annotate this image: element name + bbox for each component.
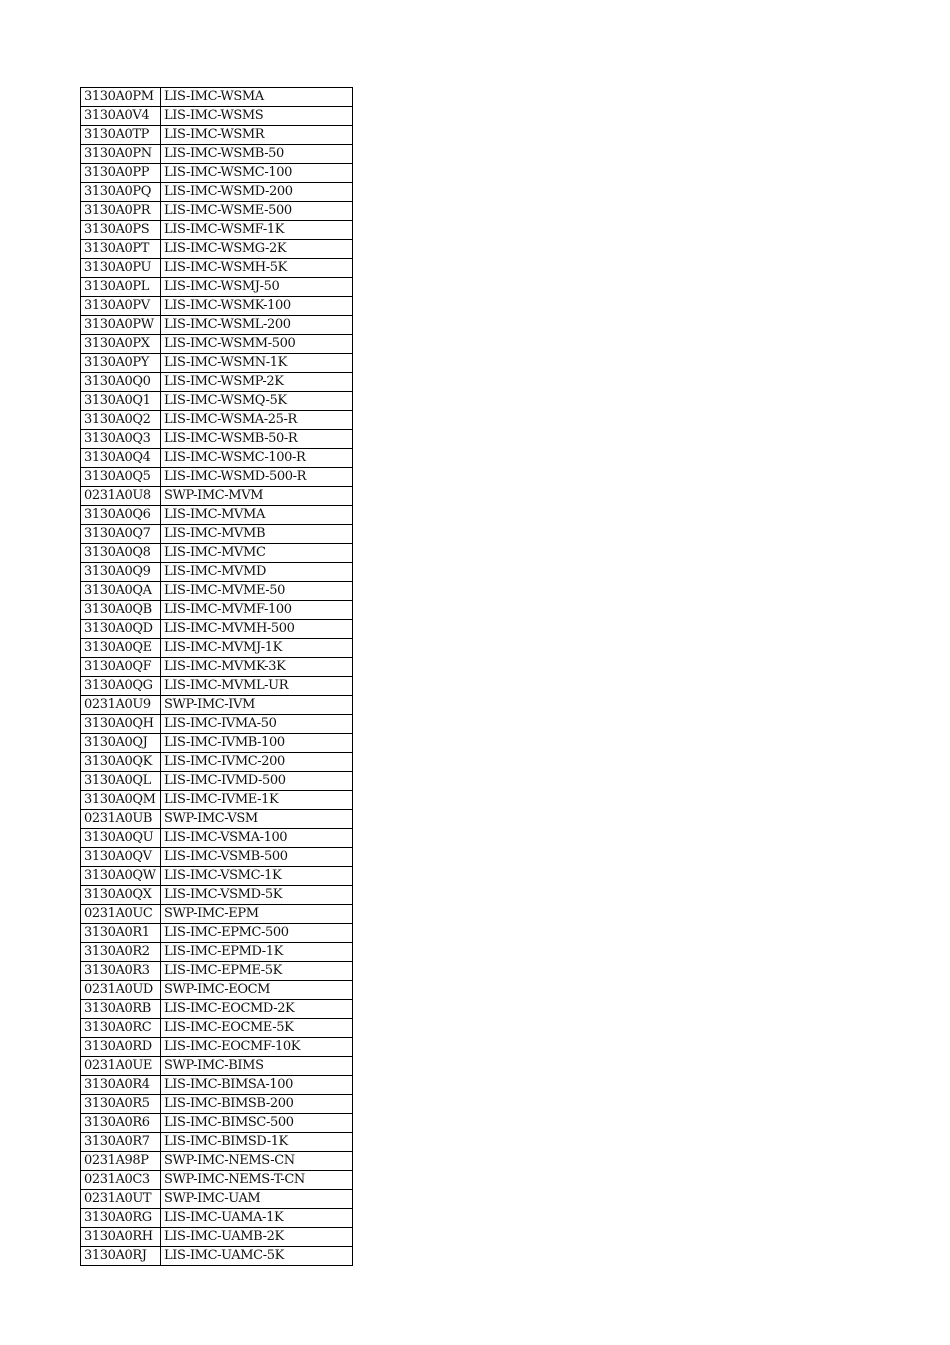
part-code-cell[interactable]: 3130A0RG [81,1209,161,1228]
part-code-cell[interactable]: 3130A0RH [81,1228,161,1247]
product-name-cell[interactable]: LIS-IMC-MVMA [161,506,353,525]
part-code-cell[interactable]: 3130A0R5 [81,1095,161,1114]
product-name-cell[interactable]: LIS-IMC-EPMD-1K [161,943,353,962]
product-name-cell[interactable]: LIS-IMC-BIMSB-200 [161,1095,353,1114]
part-code-cell[interactable]: 3130A0R1 [81,924,161,943]
product-name-cell[interactable]: LIS-IMC-MVMC [161,544,353,563]
product-name-cell[interactable]: LIS-IMC-VSMA-100 [161,829,353,848]
part-code-cell[interactable]: 3130A0PV [81,297,161,316]
table-row [81,430,353,449]
product-name-cell[interactable]: LIS-IMC-UAMC-5K [161,1247,353,1266]
product-name-cell[interactable]: LIS-IMC-WSMG-2K [161,240,353,259]
product-name-cell[interactable]: LIS-IMC-WSME-500 [161,202,353,221]
table-row [81,202,353,221]
table-row [81,164,353,183]
part-code-cell[interactable]: 3130A0PS [81,221,161,240]
table-row [81,924,353,943]
part-code-cell[interactable]: 3130A0PN [81,145,161,164]
product-name-cell[interactable]: LIS-IMC-MVMH-500 [161,620,353,639]
product-name-cell[interactable]: LIS-IMC-WSMM-500 [161,335,353,354]
part-code-cell[interactable]: 3130A0Q3 [81,430,161,449]
table-row [81,278,353,297]
part-code-cell[interactable]: 3130A0QD [81,620,161,639]
part-code-cell[interactable]: 3130A0QW [81,867,161,886]
product-name-cell[interactable]: LIS-IMC-WSMQ-5K [161,392,353,411]
part-code-cell[interactable]: 0231A0UD [81,981,161,1000]
part-code-cell[interactable]: 3130A0Q5 [81,468,161,487]
part-code-cell[interactable]: 3130A0PL [81,278,161,297]
part-code-cell[interactable]: 3130A0RC [81,1019,161,1038]
product-name-cell[interactable]: LIS-IMC-EOCMD-2K [161,1000,353,1019]
table-row [81,734,353,753]
table-row [81,335,353,354]
product-name-cell[interactable]: LIS-IMC-WSMA [161,88,353,107]
part-code-cell[interactable]: 3130A0QF [81,658,161,677]
table-row [81,392,353,411]
product-name-cell[interactable]: SWP-IMC-EPM [161,905,353,924]
product-name-cell[interactable]: SWP-IMC-EOCM [161,981,353,1000]
part-code-cell[interactable]: 3130A0QX [81,886,161,905]
table-row [81,297,353,316]
product-name-cell[interactable]: LIS-IMC-WSMC-100 [161,164,353,183]
part-code-cell[interactable]: 3130A0R3 [81,962,161,981]
product-name-cell[interactable]: LIS-IMC-WSMR [161,126,353,145]
part-code-cell[interactable]: 3130A0RJ [81,1247,161,1266]
table-row [81,867,353,886]
table-row [81,943,353,962]
part-code-cell[interactable]: 0231A0U9 [81,696,161,715]
part-code-cell[interactable]: 3130A0Q7 [81,525,161,544]
table-row [81,544,353,563]
table-body [81,88,353,1266]
table-row [81,1133,353,1152]
product-name-cell[interactable]: LIS-IMC-MVMF-100 [161,601,353,620]
part-code-cell[interactable]: 3130A0PY [81,354,161,373]
table-row [81,1152,353,1171]
part-number-table [80,87,353,1266]
table-row [81,354,353,373]
product-name-cell[interactable]: LIS-IMC-BIMSD-1K [161,1133,353,1152]
table-row [81,791,353,810]
product-name-cell[interactable]: LIS-IMC-WSMH-5K [161,259,353,278]
table-row [81,1228,353,1247]
table-row [81,658,353,677]
table-row [81,487,353,506]
part-code-cell[interactable]: 0231A0UE [81,1057,161,1076]
product-name-cell[interactable]: LIS-IMC-MVMD [161,563,353,582]
table-row [81,886,353,905]
table-row [81,183,353,202]
part-code-cell[interactable]: 3130A0QU [81,829,161,848]
product-name-cell[interactable]: SWP-IMC-BIMS [161,1057,353,1076]
product-name-cell[interactable]: LIS-IMC-VSMB-500 [161,848,353,867]
part-code-cell[interactable]: 3130A0PW [81,316,161,335]
product-name-cell[interactable]: LIS-IMC-EPME-5K [161,962,353,981]
part-code-cell[interactable]: 3130A0PM [81,88,161,107]
product-name-cell[interactable]: LIS-IMC-VSMD-5K [161,886,353,905]
table-row [81,696,353,715]
part-code-cell[interactable]: 3130A0Q1 [81,392,161,411]
product-name-cell[interactable]: LIS-IMC-WSMP-2K [161,373,353,392]
table-row [81,905,353,924]
product-name-cell[interactable]: LIS-IMC-WSML-200 [161,316,353,335]
part-code-cell[interactable]: 3130A0QB [81,601,161,620]
table-row [81,829,353,848]
product-name-cell[interactable]: LIS-IMC-MVMB [161,525,353,544]
table-row [81,848,353,867]
table-row [81,316,353,335]
table-row [81,1190,353,1209]
part-code-cell[interactable]: 3130A0PX [81,335,161,354]
part-code-cell[interactable]: 3130A0QG [81,677,161,696]
part-code-cell[interactable]: 3130A0QV [81,848,161,867]
table-row [81,449,353,468]
table-row [81,221,353,240]
table-row [81,1019,353,1038]
part-code-cell[interactable]: 0231A0UC [81,905,161,924]
part-code-cell[interactable]: 3130A0RD [81,1038,161,1057]
table-row [81,810,353,829]
part-code-cell[interactable]: 3130A0Q9 [81,563,161,582]
part-code-cell[interactable]: 0231A0U8 [81,487,161,506]
table-row [81,962,353,981]
part-code-cell[interactable]: 3130A0Q0 [81,373,161,392]
table-row [81,715,353,734]
product-name-cell[interactable]: LIS-IMC-UAMB-2K [161,1228,353,1247]
product-name-cell[interactable]: LIS-IMC-WSMD-200 [161,183,353,202]
product-name-cell[interactable]: LIS-IMC-WSMA-25-R [161,411,353,430]
part-code-cell[interactable]: 3130A0Q4 [81,449,161,468]
product-name-cell[interactable]: LIS-IMC-WSMJ-50 [161,278,353,297]
part-code-cell[interactable]: 3130A0QA [81,582,161,601]
table-row [81,506,353,525]
product-name-cell[interactable]: SWP-IMC-UAM [161,1190,353,1209]
product-name-cell[interactable]: LIS-IMC-MVMK-3K [161,658,353,677]
table-row [81,145,353,164]
product-name-cell[interactable]: LIS-IMC-WSMB-50 [161,145,353,164]
product-name-cell[interactable]: LIS-IMC-BIMSA-100 [161,1076,353,1095]
table-row [81,677,353,696]
table-row [81,1247,353,1266]
part-code-cell[interactable]: 0231A0UT [81,1190,161,1209]
product-name-cell[interactable]: LIS-IMC-IVMD-500 [161,772,353,791]
part-code-cell[interactable]: 3130A0R4 [81,1076,161,1095]
product-name-cell[interactable]: LIS-IMC-WSMF-1K [161,221,353,240]
product-name-cell[interactable]: SWP-IMC-MVM [161,487,353,506]
part-code-cell[interactable]: 3130A0PQ [81,183,161,202]
product-name-cell[interactable]: LIS-IMC-WSMS [161,107,353,126]
part-code-cell[interactable]: 3130A0QH [81,715,161,734]
product-name-cell[interactable]: LIS-IMC-UAMA-1K [161,1209,353,1228]
table-row [81,1057,353,1076]
product-name-cell[interactable]: LIS-IMC-MVMJ-1K [161,639,353,658]
part-code-cell[interactable]: 3130A0RB [81,1000,161,1019]
table-row [81,1209,353,1228]
product-name-cell[interactable]: LIS-IMC-EOCMF-10K [161,1038,353,1057]
part-code-cell[interactable]: 3130A0QL [81,772,161,791]
part-code-cell[interactable]: 3130A0Q8 [81,544,161,563]
part-code-cell[interactable]: 3130A0Q6 [81,506,161,525]
table-row [81,88,353,107]
product-name-cell[interactable]: LIS-IMC-MVML-UR [161,677,353,696]
part-code-cell[interactable]: 3130A0PT [81,240,161,259]
part-code-cell[interactable]: 3130A0PU [81,259,161,278]
product-name-cell[interactable]: LIS-IMC-MVME-50 [161,582,353,601]
part-code-cell[interactable]: 3130A0QM [81,791,161,810]
product-name-cell[interactable]: SWP-IMC-NEMS-T-CN [161,1171,353,1190]
product-name-cell[interactable]: LIS-IMC-WSMK-100 [161,297,353,316]
part-code-cell[interactable]: 0231A98P [81,1152,161,1171]
product-name-cell[interactable]: LIS-IMC-WSMB-50-R [161,430,353,449]
table-row [81,639,353,658]
table-row [81,1000,353,1019]
table-row [81,107,353,126]
table-row [81,373,353,392]
part-code-cell[interactable]: 3130A0QK [81,753,161,772]
table-row [81,126,353,145]
product-name-cell[interactable]: LIS-IMC-WSMC-100-R [161,449,353,468]
product-name-cell[interactable]: LIS-IMC-BIMSC-500 [161,1114,353,1133]
table-row [81,259,353,278]
table-row [81,1171,353,1190]
product-name-cell[interactable]: LIS-IMC-IVME-1K [161,791,353,810]
product-name-cell[interactable]: LIS-IMC-WSMD-500-R [161,468,353,487]
part-code-cell[interactable]: 3130A0R2 [81,943,161,962]
table-row [81,1114,353,1133]
table-row [81,1076,353,1095]
product-name-cell[interactable]: LIS-IMC-WSMN-1K [161,354,353,373]
product-name-cell[interactable]: LIS-IMC-IVMA-50 [161,715,353,734]
part-code-cell[interactable]: 3130A0Q2 [81,411,161,430]
table-row [81,1095,353,1114]
product-name-cell[interactable]: LIS-IMC-IVMC-200 [161,753,353,772]
table-row [81,411,353,430]
part-code-cell[interactable]: 3130A0R6 [81,1114,161,1133]
table-row [81,525,353,544]
table-row [81,772,353,791]
table-row [81,620,353,639]
table-row [81,981,353,1000]
part-code-cell[interactable]: 0231A0C3 [81,1171,161,1190]
table-row [81,1038,353,1057]
table-row [81,753,353,772]
part-code-cell[interactable]: 3130A0PP [81,164,161,183]
product-name-cell[interactable]: LIS-IMC-IVMB-100 [161,734,353,753]
part-code-cell[interactable]: 3130A0QE [81,639,161,658]
product-name-cell[interactable]: LIS-IMC-EOCME-5K [161,1019,353,1038]
part-code-cell[interactable]: 3130A0QJ [81,734,161,753]
table-row [81,240,353,259]
table-row [81,582,353,601]
part-code-cell[interactable]: 3130A0TP [81,126,161,145]
product-name-cell[interactable]: LIS-IMC-VSMC-1K [161,867,353,886]
product-name-cell[interactable]: SWP-IMC-VSM [161,810,353,829]
product-name-cell[interactable]: LIS-IMC-EPMC-500 [161,924,353,943]
table-row [81,601,353,620]
part-code-cell[interactable]: 0231A0UB [81,810,161,829]
table-row [81,468,353,487]
part-code-cell[interactable]: 3130A0R7 [81,1133,161,1152]
part-code-cell[interactable]: 3130A0PR [81,202,161,221]
part-code-cell[interactable]: 3130A0V4 [81,107,161,126]
table-row [81,563,353,582]
product-name-cell[interactable]: SWP-IMC-NEMS-CN [161,1152,353,1171]
product-name-cell[interactable]: SWP-IMC-IVM [161,696,353,715]
